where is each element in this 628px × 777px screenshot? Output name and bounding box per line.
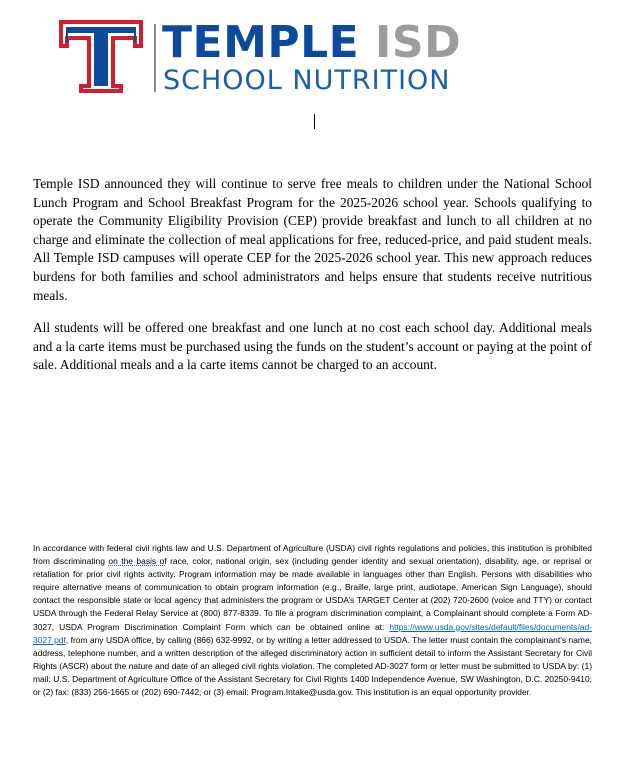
civil-rights-text-2: race, color, national origin, sex (including gender identity and sexual orientation), disability, age, or reprisal or retaliation for prior civil rights activity. Program information may be made available in languages other than English. Persons with disabilities who require alternative means of communication to obtain program information (e.g., Braille, large print, audiotape, American Sign Language), should contact the responsible state or local agency that administers the program or USDA’s TARGET Center at (202) 720-2600 (voice and TTY) or contact USDA through the Federal Relay Service at (800) 877-8339. To file a program discrimination complaint, a Complainant should complete a Form AD-3027, USDA Program Discrimination Complaint Form which can be obtained online at: <box>33 556 592 632</box>
paragraph-additional-meals: All students will be offered one breakfast and one lunch at no cost each school day. Additional meals and a la carte items must be purchased using the funds on the student’s account or paying at the point of sale. Additional meals and a la carte items cannot be charged to an account. <box>33 320 592 373</box>
logo-divider <box>154 24 156 92</box>
logo-word-isd: ISD <box>375 17 462 68</box>
civil-rights-dotted-phrase: on the basis of <box>108 556 167 567</box>
civil-rights-text-3: , from any USDA office, by calling (866) 632-9992, or by writing a letter addressed to USDA. The letter must contain the complainant’s name, address, telephone number, and a written description of the alleged discriminatory action in sufficient detail to inform the Assistant Secretary for Civil Rights (ASCR) about the nature and date of an alleged civil rights violation. The completed AD-3027 form or letter must be submitted to USDA by: (1) mail: U.S. Department of Agriculture Office of the Assistant Secretary for Civil Rights 1400 Independence Avenue, SW Washington, D.C. 20250-9410; or (2) fax: (833) 256-1665 or (202) 690-7442; or (3) email: Program.Intake@usda.gov. This institution is an equal opportunity provider. <box>33 634 592 698</box>
civil-rights-text-1: In accordance with federal civil rights law and U.S. Department of Agriculture (USDA) civil rights regulations and policies, this institution is prohibited from discriminating <box>33 543 592 567</box>
text-cursor <box>314 114 315 129</box>
logo-wordmark <box>162 17 462 68</box>
logo-word-temple: TEMPLE <box>162 17 360 68</box>
ad-3027-link[interactable]: https://www.usda.gov/sites/default/files/documents/ad-3027.pdf <box>33 621 592 645</box>
temple-t-logo-icon <box>57 18 145 95</box>
logo-tagline: SCHOOL NUTRITION <box>163 65 451 96</box>
civil-rights-statement <box>33 542 592 699</box>
paragraph-free-meals: Temple ISD announced they will continue to serve free meals to children under the National School Lunch Program and School Breakfast Program for the 2025-2026 school year. Schools qualifying to operate the Community Eligibility Provision (CEP) provide breakfast and lunch to all children at no charge and eliminate the collection of meal applications for free, reduced-price, and paid student meals. All Temple ISD campuses will operate CEP for the 2025-2026 school year. This new approach reduces burdens for both families and school administrators and helps ensure that students receive nutritious meals. <box>33 176 592 303</box>
temple-isd-logo <box>57 18 507 96</box>
